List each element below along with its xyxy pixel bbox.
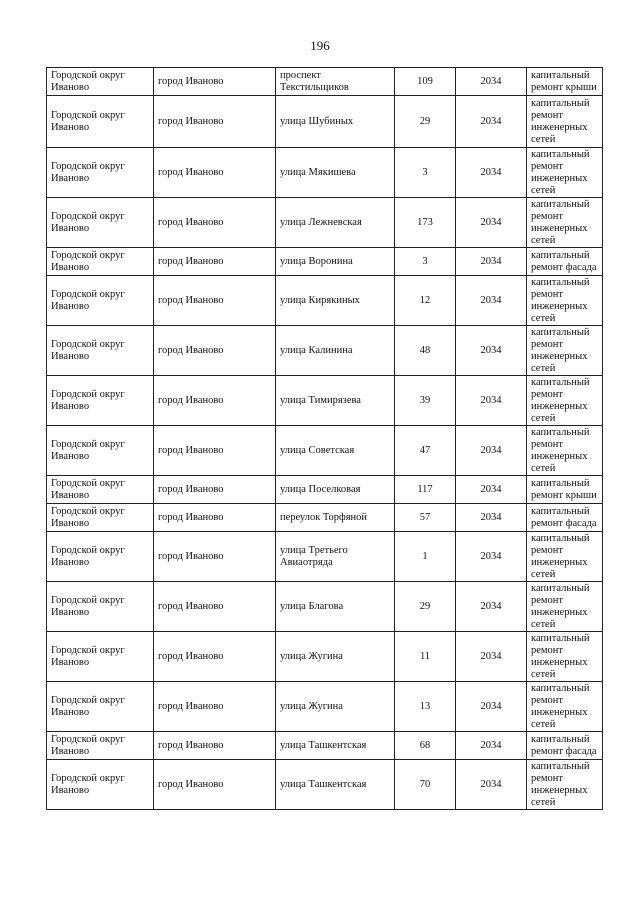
- street-cell: улица Советская: [276, 426, 395, 476]
- municipal-district-cell: Городской округ Иваново: [47, 96, 154, 148]
- table-row: [47, 476, 603, 504]
- settlement-cell: город Иваново: [154, 68, 276, 96]
- work-type-cell: капитальный ремонт инженерных сетей: [527, 532, 603, 582]
- year-cell: 2034: [456, 248, 527, 276]
- municipal-district-cell: Городской округ Иваново: [47, 198, 154, 248]
- work-type-cell: капитальный ремонт инженерных сетей: [527, 276, 603, 326]
- settlement-cell: город Иваново: [154, 276, 276, 326]
- street-cell: улица Лежневская: [276, 198, 395, 248]
- settlement-cell: город Иваново: [154, 632, 276, 682]
- street-cell: улица Жугина: [276, 632, 395, 682]
- house-number-cell: 48: [395, 326, 456, 376]
- street-cell: переулок Торфяной: [276, 504, 395, 532]
- street-cell: улица Воронина: [276, 248, 395, 276]
- settlement-cell: город Иваново: [154, 426, 276, 476]
- street-cell: улица Поселковая: [276, 476, 395, 504]
- municipal-district-cell: Городской округ Иваново: [47, 326, 154, 376]
- municipal-district-cell: Городской округ Иваново: [47, 148, 154, 198]
- municipal-district-cell: Городской округ Иваново: [47, 426, 154, 476]
- table-row: [47, 504, 603, 532]
- work-type-cell: капитальный ремонт фасада: [527, 248, 603, 276]
- year-cell: 2034: [456, 96, 527, 148]
- table-row: [47, 632, 603, 682]
- table-row: [47, 426, 603, 476]
- house-number-cell: 13: [395, 682, 456, 732]
- year-cell: 2034: [456, 582, 527, 632]
- settlement-cell: город Иваново: [154, 760, 276, 810]
- municipal-district-cell: Городской округ Иваново: [47, 376, 154, 426]
- settlement-cell: город Иваново: [154, 682, 276, 732]
- house-number-cell: 3: [395, 148, 456, 198]
- table-row: [47, 68, 603, 96]
- table-row: [47, 682, 603, 732]
- year-cell: 2034: [456, 504, 527, 532]
- table-body: [47, 68, 603, 810]
- municipal-district-cell: Городской округ Иваново: [47, 632, 154, 682]
- street-cell: улица Кирякиных: [276, 276, 395, 326]
- house-number-cell: 109: [395, 68, 456, 96]
- work-type-cell: капитальный ремонт фасада: [527, 504, 603, 532]
- street-cell: улица Третьего Авиаотряда: [276, 532, 395, 582]
- street-cell: улица Ташкентская: [276, 732, 395, 760]
- settlement-cell: город Иваново: [154, 198, 276, 248]
- settlement-cell: город Иваново: [154, 582, 276, 632]
- settlement-cell: город Иваново: [154, 504, 276, 532]
- house-number-cell: 68: [395, 732, 456, 760]
- municipal-district-cell: Городской округ Иваново: [47, 248, 154, 276]
- street-cell: улица Тимирязева: [276, 376, 395, 426]
- work-type-cell: капитальный ремонт инженерных сетей: [527, 198, 603, 248]
- table-row: [47, 96, 603, 148]
- street-cell: проспект Текстильщиков: [276, 68, 395, 96]
- settlement-cell: город Иваново: [154, 248, 276, 276]
- municipal-district-cell: Городской округ Иваново: [47, 760, 154, 810]
- house-number-cell: 57: [395, 504, 456, 532]
- year-cell: 2034: [456, 198, 527, 248]
- municipal-district-cell: Городской округ Иваново: [47, 682, 154, 732]
- settlement-cell: город Иваново: [154, 96, 276, 148]
- year-cell: 2034: [456, 532, 527, 582]
- street-cell: улица Мякишева: [276, 148, 395, 198]
- year-cell: 2034: [456, 760, 527, 810]
- house-number-cell: 12: [395, 276, 456, 326]
- street-cell: улица Ташкентская: [276, 760, 395, 810]
- settlement-cell: город Иваново: [154, 732, 276, 760]
- street-cell: улица Шубиных: [276, 96, 395, 148]
- table-row: [47, 326, 603, 376]
- municipal-district-cell: Городской округ Иваново: [47, 276, 154, 326]
- work-type-cell: капитальный ремонт инженерных сетей: [527, 96, 603, 148]
- work-type-cell: капитальный ремонт фасада: [527, 732, 603, 760]
- work-type-cell: капитальный ремонт инженерных сетей: [527, 426, 603, 476]
- table-row: [47, 376, 603, 426]
- year-cell: 2034: [456, 682, 527, 732]
- municipal-district-cell: Городской округ Иваново: [47, 504, 154, 532]
- year-cell: 2034: [456, 68, 527, 96]
- municipal-district-cell: Городской округ Иваново: [47, 582, 154, 632]
- work-type-cell: капитальный ремонт инженерных сетей: [527, 760, 603, 810]
- house-number-cell: 70: [395, 760, 456, 810]
- settlement-cell: город Иваново: [154, 148, 276, 198]
- year-cell: 2034: [456, 276, 527, 326]
- settlement-cell: город Иваново: [154, 476, 276, 504]
- work-type-cell: капитальный ремонт крыши: [527, 68, 603, 96]
- table-row: [47, 276, 603, 326]
- house-number-cell: 1: [395, 532, 456, 582]
- year-cell: 2034: [456, 326, 527, 376]
- year-cell: 2034: [456, 376, 527, 426]
- repair-schedule-table: [46, 67, 603, 810]
- table-row: [47, 198, 603, 248]
- table-row: [47, 248, 603, 276]
- house-number-cell: 29: [395, 96, 456, 148]
- work-type-cell: капитальный ремонт инженерных сетей: [527, 326, 603, 376]
- municipal-district-cell: Городской округ Иваново: [47, 68, 154, 96]
- municipal-district-cell: Городской округ Иваново: [47, 532, 154, 582]
- house-number-cell: 173: [395, 198, 456, 248]
- house-number-cell: 3: [395, 248, 456, 276]
- settlement-cell: город Иваново: [154, 326, 276, 376]
- page-number: 196: [310, 38, 330, 53]
- settlement-cell: город Иваново: [154, 532, 276, 582]
- year-cell: 2034: [456, 732, 527, 760]
- municipal-district-cell: Городской округ Иваново: [47, 732, 154, 760]
- house-number-cell: 39: [395, 376, 456, 426]
- street-cell: улица Благова: [276, 582, 395, 632]
- table-row: [47, 760, 603, 810]
- year-cell: 2034: [456, 148, 527, 198]
- work-type-cell: капитальный ремонт инженерных сетей: [527, 148, 603, 198]
- house-number-cell: 117: [395, 476, 456, 504]
- table-row: [47, 582, 603, 632]
- house-number-cell: 11: [395, 632, 456, 682]
- table-row: [47, 532, 603, 582]
- work-type-cell: капитальный ремонт инженерных сетей: [527, 682, 603, 732]
- year-cell: 2034: [456, 476, 527, 504]
- house-number-cell: 47: [395, 426, 456, 476]
- street-cell: улица Калинина: [276, 326, 395, 376]
- municipal-district-cell: Городской округ Иваново: [47, 476, 154, 504]
- work-type-cell: капитальный ремонт инженерных сетей: [527, 582, 603, 632]
- table-row: [47, 732, 603, 760]
- year-cell: 2034: [456, 426, 527, 476]
- year-cell: 2034: [456, 632, 527, 682]
- work-type-cell: капитальный ремонт крыши: [527, 476, 603, 504]
- house-number-cell: 29: [395, 582, 456, 632]
- street-cell: улица Жугина: [276, 682, 395, 732]
- work-type-cell: капитальный ремонт инженерных сетей: [527, 376, 603, 426]
- work-type-cell: капитальный ремонт инженерных сетей: [527, 632, 603, 682]
- settlement-cell: город Иваново: [154, 376, 276, 426]
- table-row: [47, 148, 603, 198]
